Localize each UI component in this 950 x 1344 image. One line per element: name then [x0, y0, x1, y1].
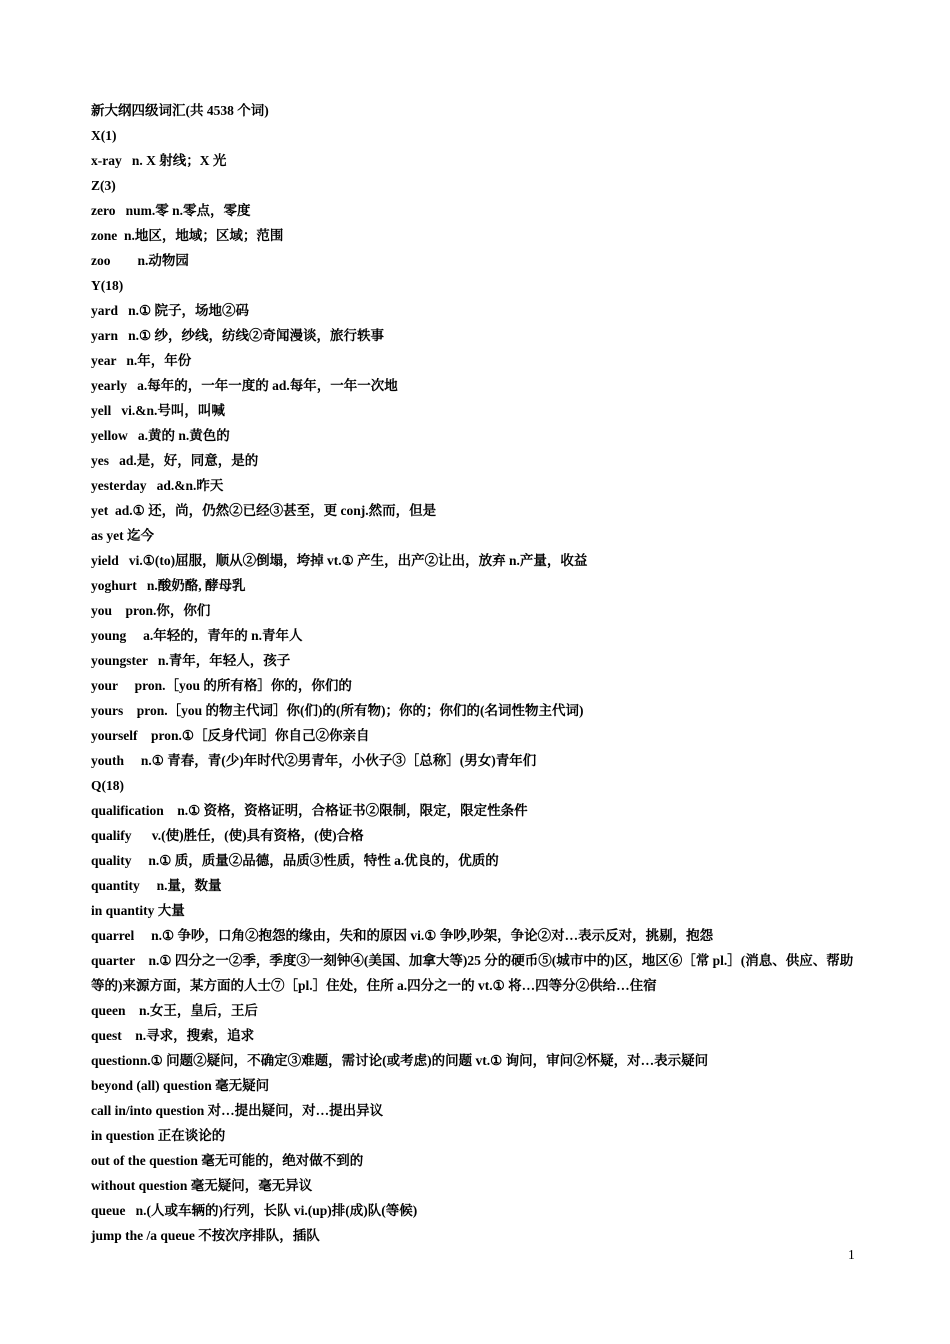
phrase-out-of-the-question: out of the question 毫无可能的，绝对做不到的 [91, 1153, 364, 1168]
page-number: 1 [848, 1247, 855, 1262]
entry-yellow: yellow a.黄的 n.黄色的 [91, 428, 230, 443]
entry-yoghurt: yoghurt n.酸奶酪, 酵母乳 [91, 578, 246, 593]
section-heading-y: Y(18) [91, 278, 124, 293]
vocabulary-list [91, 98, 863, 1248]
entry-year: year n.年，年份 [91, 353, 192, 368]
entry-yours: yours pron.［you 的物主代词］你(们)的(所有物)；你的；你们的(名词性物主代词) [91, 703, 584, 718]
phrase-in-question: in question 正在谈论的 [91, 1128, 226, 1143]
entry-qualification: qualification n.① 资格，资格证明，合格证书②限制，限定，限定性条件 [91, 803, 528, 818]
entry-yes: yes ad.是，好，同意，是的 [91, 453, 259, 468]
entry-x-ray: x-ray n. X 射线；X 光 [91, 153, 227, 168]
phrase-call-in-question: call in/into question 对…提出疑问，对…提出异议 [91, 1103, 384, 1118]
entry-queue: queue n.(人或车辆的)行列，长队 vi.(up)排(成)队(等候) [91, 1203, 418, 1218]
entry-yarn: yarn n.① 纱，纱线，纺线②奇闻漫谈，旅行轶事 [91, 328, 384, 343]
entry-you: you pron.你，你们 [91, 603, 211, 618]
entry-zone: zone n.地区，地域；区域；范围 [91, 228, 284, 243]
entry-yet: yet ad.① 还，尚，仍然②已经③甚至，更 conj.然而，但是 [91, 503, 437, 518]
phrase-without-question: without question 毫无疑问，毫无异议 [91, 1178, 313, 1193]
entry-queen: queen n.女王，皇后，王后 [91, 1003, 258, 1018]
section-heading-z: Z(3) [91, 178, 116, 193]
entry-question: questionn.① 问题②疑问，不确定③难题，需讨论(或考虑)的问题 vt.① 询问，审问②怀疑，对…表示疑问 [91, 1053, 709, 1068]
entry-yearly: yearly a.每年的，一年一度的 ad.每年，一年一次地 [91, 378, 398, 393]
entry-quality: quality n.① 质，质量②品德，品质③性质，特性 a.优良的，优质的 [91, 853, 499, 868]
phrase-jump-the-queue: jump the /a queue 不按次序排队，插队 [91, 1228, 320, 1243]
entry-youth: youth n.① 青春，青(少)年时代②男青年，小伙子③［总称］(男女)青年们 [91, 753, 537, 768]
entry-yourself: yourself pron.①［反身代词］你自己②你亲自 [91, 728, 370, 743]
phrase-beyond-question: beyond (all) question 毫无疑问 [91, 1078, 270, 1093]
entry-qualify: qualify v.(使)胜任，(使)具有资格，(使)合格 [91, 828, 364, 843]
entry-quarter: quarter n.① 四分之一②季，季度③一刻钟④(美国、加拿大等)25 分的硬币⑤(城市中的)区，地区⑥［常 pl.］(消息、供应、帮助等的)来源方面，某方面的人士⑦［pl.］住处，住所 a.四分之一的 vt.① 将…四等分②供给…住宿 [91, 953, 854, 993]
entry-zoo: zoo n.动物园 [91, 253, 189, 268]
section-heading-q: Q(18) [91, 778, 124, 793]
entry-youngster: youngster n.青年，年轻人，孩子 [91, 653, 291, 668]
phrase-as-yet: as yet 迄今 [91, 528, 154, 543]
phrase-in-quantity: in quantity 大量 [91, 903, 185, 918]
entry-yield: yield vi.①(to)屈服，顺从②倒塌，垮掉 vt.① 产生，出产②让出，放弃 n.产量，收益 [91, 553, 588, 568]
entry-yell: yell vi.&n.号叫，叫喊 [91, 403, 225, 418]
entry-quest: quest n.寻求，搜索，追求 [91, 1028, 255, 1043]
entry-zero: zero num.零 n.零点，零度 [91, 203, 251, 218]
entry-yesterday: yesterday ad.&n.昨天 [91, 478, 224, 493]
entry-quarrel: quarrel n.① 争吵，口角②抱怨的缘由，失和的原因 vi.① 争吵,吵架，争论②对…表示反对，挑剔，抱怨 [91, 928, 714, 943]
entry-your: your pron.［you 的所有格］你的，你们的 [91, 678, 352, 693]
entry-quantity: quantity n.量，数量 [91, 878, 222, 893]
entry-yard: yard n.① 院子，场地②码 [91, 303, 249, 318]
entry-young: young a.年轻的，青年的 n.青年人 [91, 628, 303, 643]
document-title: 新大纲四级词汇(共 4538 个词) [91, 103, 269, 118]
section-heading-x: X(1) [91, 128, 117, 143]
